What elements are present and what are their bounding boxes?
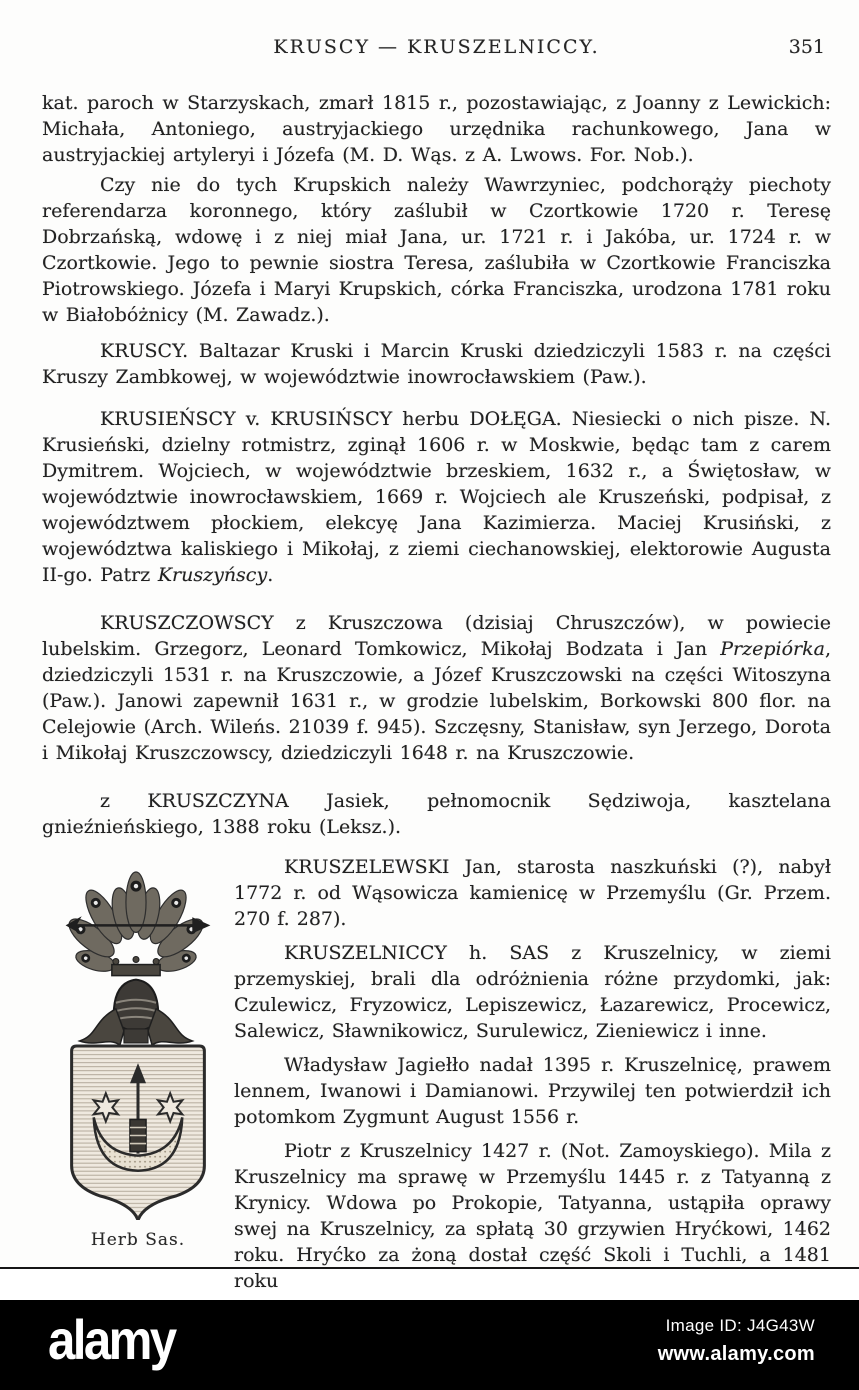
paragraph-text: , dziedziczyli 1531 r. na Kruszczowie, a Józef Kruszczowski na części Witoszyna (Paw.). Janowi zapewnił 1631 r., w grodzie lubelskim, Borkowski 800 flor. na Celejowie (Arch. Wileńs. 21039 f. 945). Szczęsny, Stanisław, syn Jerzego, Dorota i Mikołaj Kruszczowscy, dziedziczyli 1648 r. na Kruszczowie.: [42, 638, 831, 764]
paragraph-piotr: [234, 1138, 831, 1294]
paragraph-text: KRUSCY. Baltazar Kruski i Marcin Kruski dziedziczyli 1583 r. na części Kruszy Zambkowej, w województwie inowrocławskiem (Paw.).: [42, 340, 831, 388]
paragraph-text: KRUSZCZOWSCY z Kruszczowa (dzisiaj Chruszczów), w powiecie lubelskim. Grzegorz, Leonard Tomkowicz, Mikołaj Bodzata i Jan: [42, 612, 831, 660]
page-number: 351: [788, 36, 825, 58]
paragraph-text: KRUSZELEWSKI Jan, starosta naszkuński (?), nabył 1772 r. od Wąsowicza kamienicę w Przemyślu (Gr. Przem. 270 f. 287).: [234, 856, 831, 930]
paragraph-krusienscy: [42, 406, 831, 588]
paragraph-text: z KRUSZCZYNA Jasiek, pełnomocnik Sędziwoja, kasztelana gnieźnieńskiego, 1388 roku (Leksz.).: [42, 790, 831, 838]
paragraph-text: KRUSIEŃSCY v. KRUSIŃSCY herbu DOŁĘGA. Niesiecki o nich pisze. N. Krusieński, dzielny rotmistrz, zginął 1606 r. w Moskwie, będąc tam z carem Dymitrem. Wojciech, w województwie brzeskiem, 1632 r., a Świętosław, w województwie inowrocławskiem, 1669 r. Wojciech ale Kruszeński, podpisał, z województwem płockiem, elekcyę Jana Kazimierza. Maciej Krusiński, z województwa kaliskiego i Mikołaj, z ziemi ciechanowskiej, elektorowie Augusta II-go. Patrz: [42, 408, 831, 586]
paragraph-wladyslaw: [234, 1052, 831, 1130]
paragraph-kruszelniccy: [234, 940, 831, 1044]
main-text-block: [42, 90, 831, 840]
paragraph-kruszczowscy: [42, 610, 831, 766]
alamy-watermark-bar: [0, 1300, 859, 1390]
paragraph-text: kat. paroch w Starzyskach, zmarł 1815 r., pozostawiając, z Joanny z Lewickich: Michała, Antoniego, austryjackiego urzędnika rachunkowego, Jana w austryjackiej artyleryi i Józefa (M. D. Wąs. z A. Lwows. For. Nob.).: [42, 92, 831, 166]
paragraph-text: .: [267, 564, 274, 586]
right-text-column: [234, 854, 831, 1294]
watermark-info: [658, 1316, 815, 1366]
figure-caption: Herb Sas.: [90, 1230, 186, 1250]
image-id-label: Image ID: J4G43W: [665, 1316, 815, 1335]
italic-word: Przepiórka: [720, 638, 825, 660]
alamy-logo: alamy: [48, 1308, 175, 1371]
alamy-url: www.alamy.com: [657, 1343, 815, 1365]
paragraph-text: KRUSZELNICCY h. SAS z Kruszelnicy, w ziemi przemyskiej, brali dla odróżnienia różne przydomki, jak: Czulewicz, Fryzowicz, Lepiszewicz, Łazarewicz, Procewicz, Salewicz, Sławnikowicz, Surulewicz, Zieniewicz i inne.: [234, 942, 831, 1042]
crown: [112, 957, 160, 976]
page-header-title: KRUSCY — KRUSZELNICCY.: [273, 36, 600, 58]
coat-of-arms-figure: [42, 854, 234, 1250]
paragraph-kruszelewski: [234, 854, 831, 932]
coat-of-arms-illustration: [56, 868, 220, 1220]
paragraph-kruszczyna: [42, 788, 831, 840]
paragraph-text: Władysław Jagiełło nadał 1395 r. Kruszelnicę, prawem lennem, Iwanowi i Damianowi. Przywilej ten potwierdził ich potomkom Zygmunt August 1556 r.: [234, 1054, 831, 1128]
paragraph-kat-paroch: [42, 90, 831, 168]
paragraph-czy-nie: [42, 172, 831, 328]
paragraph-text: Czy nie do tych Krupskich należy Wawrzyniec, podchorąży piechoty referendarza koronnego, który zaślubił w Czortkowie 1720 r. Teresę Dobrzańską, wdowę i z niej miał Jana, ur. 1721 r. i Jakóba, ur. 1724 r. w Czortkowie. Jego to pewnie siostra Teresa, zaślubiła w Czortkowie Franciszka Piotrowskiego. Józefa i Maryi Krupskich, córka Franciszka, urodzona 1781 roku w Białobóżnicy (M. Zawadz.).: [42, 174, 831, 326]
paragraph-kruscy: [42, 338, 831, 390]
figure-and-text-columns: [42, 854, 831, 1294]
running-head: [42, 36, 831, 66]
paragraph-text: Piotr z Kruszelnicy 1427 r. (Not. Zamoyskiego). Mila z Kruszelnicy ma sprawę w Przemyślu 1445 r. z Tatyanną z Krynicy. Wdowa po Prokopie, Tatyanna, ustąpiła oprawy swej na Kruszelnicy, za spłatą 30 grzywien Hryćkowi, 1462 roku. Hryćko za żoną dostał część Skoli i Tuchli, a 1481 roku: [234, 1140, 831, 1292]
italic-word: Kruszyńscy: [157, 564, 268, 586]
